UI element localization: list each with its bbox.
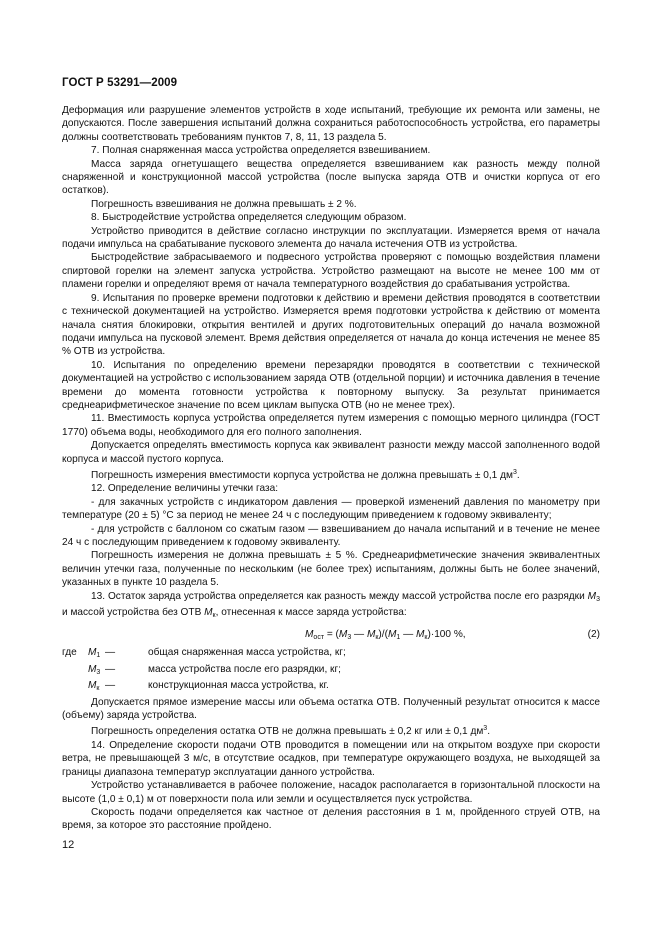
symbol: M xyxy=(415,629,425,641)
where-lead xyxy=(62,663,88,679)
subscript: 1 xyxy=(96,652,101,660)
symbol: M xyxy=(204,607,213,619)
formula-part: = ( xyxy=(324,629,339,641)
symbol: M xyxy=(305,629,314,641)
symbol: M xyxy=(587,590,597,602)
subscript: 1 xyxy=(396,634,401,642)
formula-part: )/( xyxy=(378,629,388,641)
paragraph: 7. Полная снаряженная масса устройства определяется взвешиванием. xyxy=(91,145,431,157)
paragraph: 12. Определение величины утечки газа: xyxy=(91,483,279,495)
where-symbol xyxy=(88,646,105,662)
where-dash: — xyxy=(105,680,116,692)
paragraph-text: Погрешность определения остатка ОТВ не должна превышать ± 0,2 кг или ± 0,1 дм xyxy=(91,726,484,738)
subscript: к xyxy=(96,685,100,693)
page-number: 12 xyxy=(62,839,75,851)
where-lead xyxy=(62,679,88,695)
where-desc: конструкционная масса устройства, кг. xyxy=(148,680,329,692)
paragraph: Деформация или разрушение элементов устройств в ходе испытаний, требующие их ремонта или замены, не допускаются. После завершения испытаний должна сохраниться работоспособность устройства, его параметры должны соответствовать требованиям пунктов 7, 8, 11, 13 раздела 5. xyxy=(62,105,600,143)
symbol: M xyxy=(88,663,97,675)
symbol: M xyxy=(387,629,397,641)
paragraph: - для устройств с баллоном со сжатым газом — взвешиванием до начала испытаний и в течение не менее 24 ч с последующим приведением к годовому эквиваленту. xyxy=(62,523,600,548)
where-lead: где xyxy=(62,647,77,659)
document-body xyxy=(62,104,600,833)
where-dash: — xyxy=(105,647,116,659)
subscript: 3 xyxy=(596,595,600,603)
formula-part: )·100 %, xyxy=(427,629,466,641)
formula-part: — xyxy=(400,629,416,641)
paragraph: Допускается прямое измерение массы или объема остатка ОТВ. Полученный результат относится к массе (объему) заряда устройства. xyxy=(62,696,600,722)
superscript: 3 xyxy=(483,725,488,733)
where-symbol xyxy=(88,679,105,695)
paragraph: 14. Определение скорости подачи ОТВ проводится в помещении или на открытом воздухе при скорости ветра, не превышающей 3 м/с, в отсутствие осадков, при температуре окружающего воздуха, не выходящей за границы диапазона температур эксплуатации данного устройства. xyxy=(62,739,600,778)
symbol: M xyxy=(366,629,376,641)
paragraph: 11. Вместимость корпуса устройства определяется путем измерения с помощью мерного цилиндра (ГОСТ 1770) объема воды, необходимого для его полного заполнения. xyxy=(62,413,600,438)
formula-2 xyxy=(62,622,600,646)
paragraph-end: . xyxy=(516,469,520,481)
equation-number: (2) xyxy=(587,629,600,641)
superscript: 3 xyxy=(512,468,517,476)
paragraph-volume-error xyxy=(62,466,600,482)
paragraph: 10. Испытания по определению времени перезарядки проводятся в соответствии с технической документацией на устройство с использованием заряда ОТВ (отдельной порции) и источника давления в течение времени до момента готовности устройства к повторному выпуску. За результат принимается среднеарифметическое значение по всем циклам выпуска ОТВ (но не менее трех). xyxy=(62,359,600,411)
paragraph-rest-error xyxy=(62,722,600,738)
p13-text-c: , отнесенная к массе заряда устройства: xyxy=(215,607,407,619)
subscript: 3 xyxy=(347,634,352,642)
paragraph: Погрешность взвешивания не должна превышать ± 2 %. xyxy=(91,198,357,210)
subscript: к xyxy=(375,634,379,642)
where-item xyxy=(62,663,600,679)
subscript: к xyxy=(424,634,428,642)
symbol: M xyxy=(338,629,348,641)
where-item xyxy=(62,646,600,662)
paragraph: - для закачных устройств с индикатором давления — проверкой изменений давления по манометру при температуре (20 ± 5) °С за период не менее 24 ч с последующим приведением к годовому эквиваленту; xyxy=(62,496,600,522)
subscript: 3 xyxy=(96,668,101,676)
formula-part: — xyxy=(351,629,367,641)
symbol: M xyxy=(88,647,97,659)
paragraph: Масса заряда огнетушащего вещества определяется взвешиванием как разность между полной снаряженной и конструкционной массой устройства (после выпуска заряда ОТВ и очистки корпуса от его остатков). xyxy=(62,158,600,197)
subscript: к xyxy=(212,612,216,620)
where-list xyxy=(62,646,600,695)
p13-text-a: 13. Остаток заряда устройства определяется как разность между массой устройства после его разрядки xyxy=(91,590,588,602)
paragraph: 8. Быстродействие устройства определяется следующим образом. xyxy=(91,212,407,224)
paragraph: Допускается определять вместимость корпуса как эквивалент разности между массой заполненного водой корпуса и массой пустого корпуса. xyxy=(62,440,600,465)
paragraph: Скорость подачи определяется как частное от деления расстояния в 1 м, пройденного струей ОТВ, на время, за которое это расстояние пройдено. xyxy=(62,806,600,832)
paragraph: 9. Испытания по проверке времени подготовки к действию и времени действия проводятся в соответствии с технической документацией на устройство. Измеряется время подготовки устройства к действию от момента начала снятия блокировки, открытия вентилей и других подготовительных операций до начала возможной подачи импульса на пусковой элемент. Время действия определяется от начала до конца истечения не менее 85 % ОТВ из устройства. xyxy=(62,292,600,358)
where-dash: — xyxy=(105,663,116,675)
paragraph-text: Погрешность измерения вместимости корпуса устройства не должна превышать ± 0,1 дм xyxy=(91,469,513,481)
document-header: ГОСТ Р 53291—2009 xyxy=(62,77,178,89)
paragraph: Устройство приводится в действие согласно инструкции по эксплуатации. Измеряется время от начала подачи импульса на срабатывание пускового элемента до начала истечения ОТВ из устройства. xyxy=(62,225,600,251)
subscript: ост xyxy=(313,634,325,642)
p13-text-b: и массой устройства без ОТВ xyxy=(62,607,205,619)
where-desc: общая снаряженная масса устройства, кг; xyxy=(148,647,346,659)
paragraph-13 xyxy=(62,590,600,623)
symbol: M xyxy=(88,680,97,692)
paragraph-end: . xyxy=(487,726,491,738)
where-symbol xyxy=(88,663,105,679)
paragraph: Погрешность измерения не должна превышать ± 5 %. Среднеарифметические значения эквивалентных величин утечки газа, полученные по нескольким (не более трех) испытаниям, должны быть не более значений, указанных в пункте 10 раздела 5. xyxy=(62,550,600,589)
where-desc: масса устройства после его разрядки, кг; xyxy=(148,663,341,675)
paragraph: Устройство устанавливается в рабочее положение, насадок располагается в горизонтальной плоскости на высоте (1,0 ± 0,1) м от поверхности пола или земли и осуществляется пуск устройства. xyxy=(62,780,600,805)
formula-expression xyxy=(305,628,466,644)
where-item xyxy=(62,679,600,695)
paragraph: Быстродействие забрасываемого и подвесного устройства проверяют с помощью воздействия пламени спиртовой горелки на элемент запуска устройства. Устройство размещают на высоте не менее 100 мм от пламени горелки и определяют время от начала температурного воздействия до срабатывания устройства. xyxy=(62,252,600,291)
